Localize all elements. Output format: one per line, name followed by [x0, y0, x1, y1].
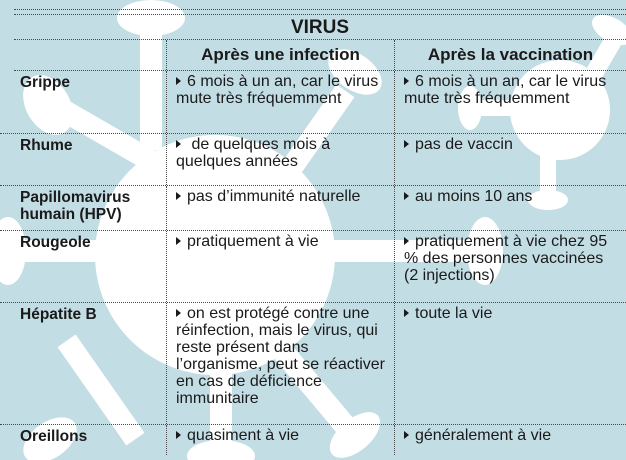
row-infection-cell — [166, 186, 394, 230]
row-vaccination-cell — [394, 71, 626, 133]
column-header-virus — [14, 40, 166, 70]
vaccination-text: pratiquement à vie chez 95 % des personnes vaccinées (2 injections) — [404, 233, 608, 284]
row-infection-cell — [166, 425, 394, 455]
row-vaccination-cell — [394, 134, 626, 185]
bullet-icon — [176, 77, 181, 85]
bullet-icon — [176, 431, 181, 439]
table-row — [0, 231, 626, 303]
infection-text: de quelques mois à quelques années — [176, 136, 331, 170]
bullet-icon — [404, 431, 409, 439]
infection-text: quasiment à vie — [187, 427, 300, 444]
vaccination-text: 6 mois à un an, car le virus mute très fréquemment — [404, 73, 607, 107]
table-row — [0, 71, 626, 134]
bullet-icon — [404, 192, 409, 200]
vaccination-text: au moins 10 ans — [415, 188, 533, 205]
bullet-icon — [176, 140, 181, 148]
infection-text: pratiquement à vie — [187, 233, 319, 250]
row-virus-name: Hépatite B — [20, 306, 97, 323]
bullet-icon — [404, 237, 409, 245]
row-infection-cell — [166, 303, 394, 424]
column-header-infection: Après une infection — [166, 40, 394, 70]
bullet-icon — [404, 309, 409, 317]
table-row — [0, 303, 626, 425]
table-row — [0, 425, 626, 455]
row-virus-name: Rougeole — [20, 234, 91, 251]
row-virus-name: Grippe — [20, 74, 70, 91]
bullet-icon — [176, 309, 181, 317]
row-infection-cell — [166, 71, 394, 133]
table-row — [0, 186, 626, 231]
infection-text: 6 mois à un an, car le virus mute très fréquemment — [176, 73, 379, 107]
bullet-icon — [176, 237, 181, 245]
infection-text: on est protégé contre une réinfection, mais le virus, qui reste présent dans l’organisme, peut se réactiver en cas de déficience immunitaire — [176, 305, 385, 407]
row-vaccination-cell — [394, 186, 626, 230]
row-virus-name: Oreillons — [20, 428, 88, 445]
infection-text: pas d’immunité naturelle — [187, 188, 361, 205]
vaccination-text: pas de vaccin — [415, 136, 513, 153]
vaccination-text: toute la vie — [415, 305, 493, 322]
column-header-vaccination: Après la vaccination — [394, 40, 626, 70]
table-row — [0, 134, 626, 186]
table-title: VIRUS — [14, 14, 626, 40]
vaccination-text: généralement à vie — [415, 427, 552, 444]
row-virus-name: Rhume — [20, 137, 73, 154]
row-virus-name: Papillomavirus humain (HPV) — [20, 189, 131, 223]
row-vaccination-cell — [394, 231, 626, 302]
bullet-icon — [404, 77, 409, 85]
bullet-icon — [404, 140, 409, 148]
row-vaccination-cell — [394, 425, 626, 455]
row-infection-cell — [166, 134, 394, 185]
bullet-icon — [176, 192, 181, 200]
top-rule — [14, 0, 626, 10]
row-vaccination-cell — [394, 303, 626, 424]
row-infection-cell — [166, 231, 394, 302]
